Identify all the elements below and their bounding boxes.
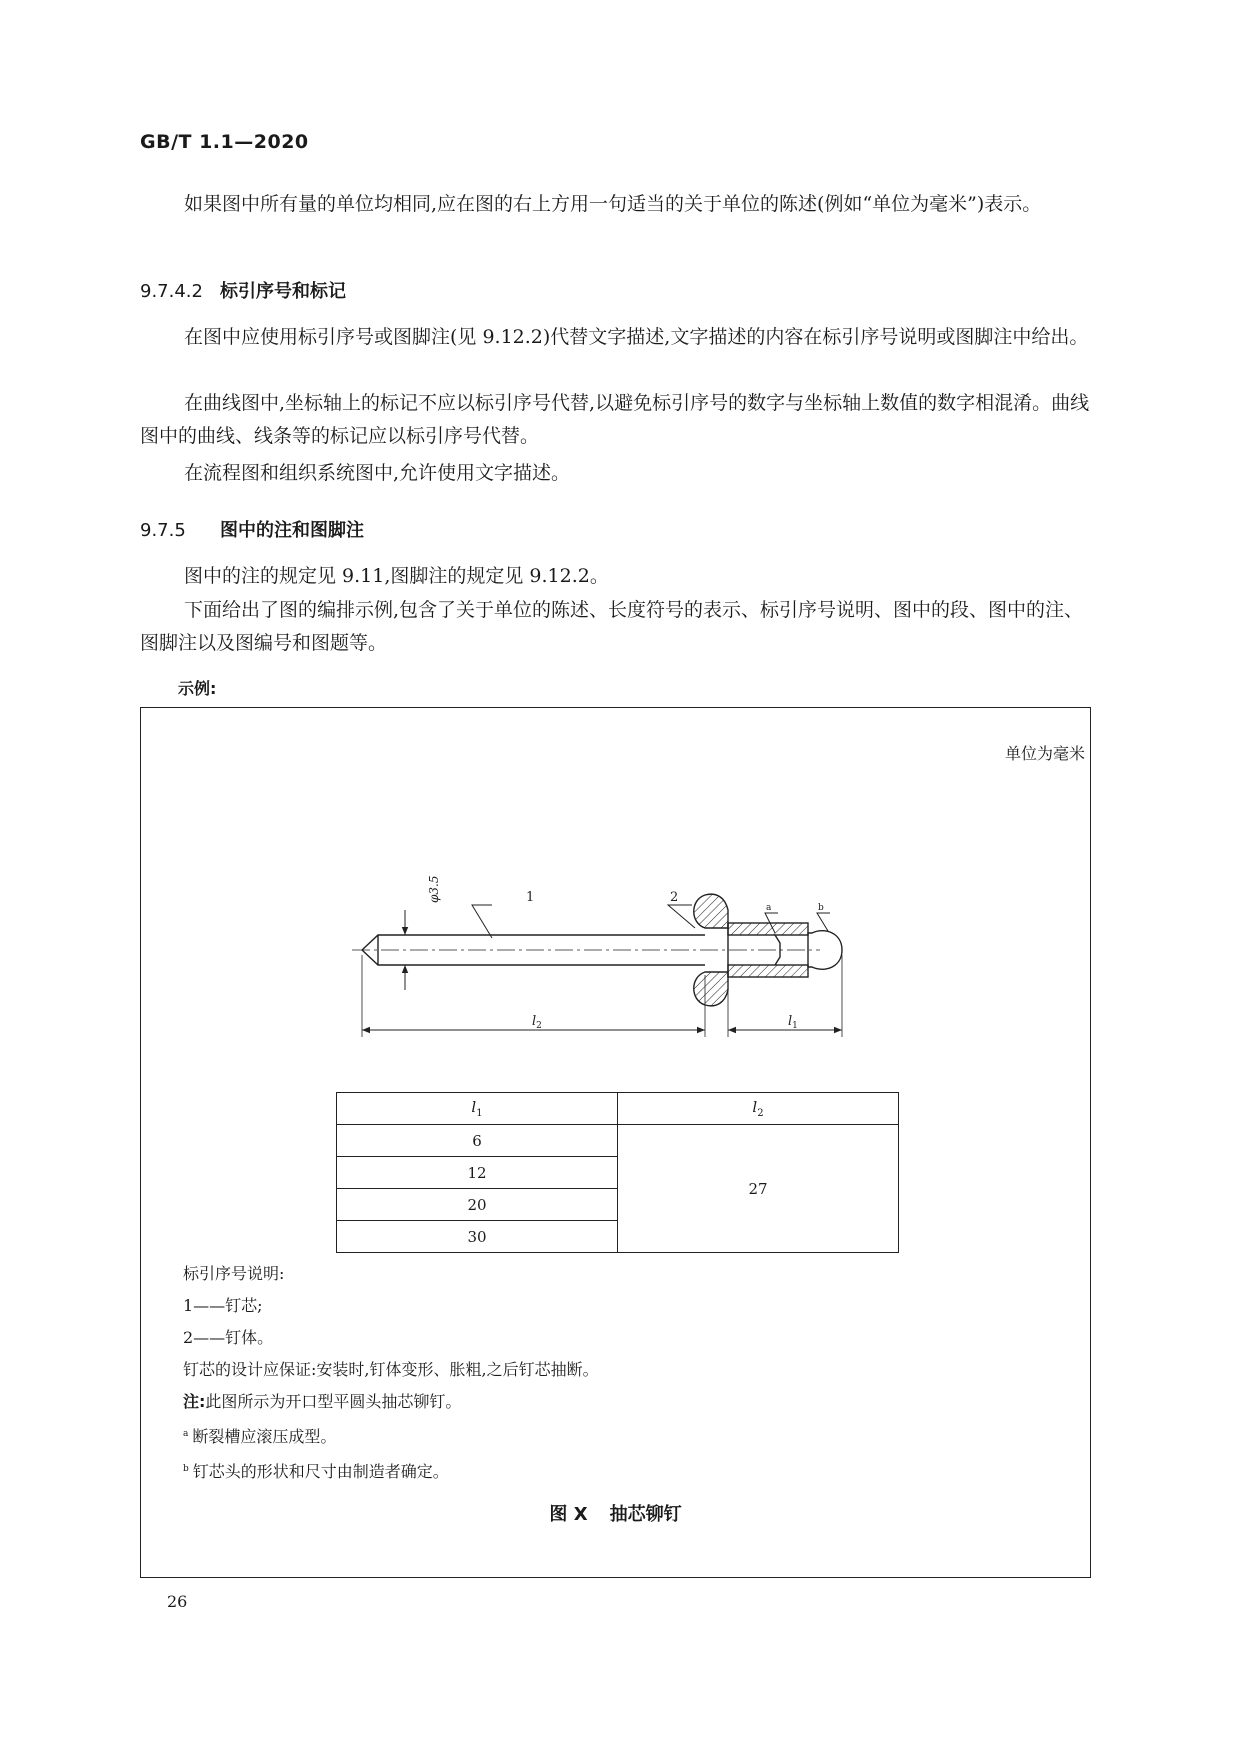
legend-item: 1——钉芯; — [183, 1296, 263, 1315]
mandrel-head — [808, 931, 842, 970]
note-label: 注: — [183, 1392, 206, 1411]
section-number: 9.7.4.2 — [140, 281, 203, 302]
body-paragraph: 下面给出了图的编排示例,包含了关于单位的陈述、长度符号的表示、标引序号说明、图中的段、图中的注、图脚注以及图编号和图题等。 — [140, 599, 1084, 654]
body-paragraph: 图中的注的规定见 9.11,图脚注的规定见 9.12.2。 — [184, 565, 609, 587]
callout-2: 2 — [670, 890, 679, 905]
table-header-l2: $l_2$ — [618, 1093, 899, 1125]
diameter-label: φ3.5 — [427, 875, 441, 903]
figure-caption — [140, 1500, 1091, 1526]
footnote-mark: b — [183, 1464, 189, 1474]
figure-footnote — [183, 1418, 599, 1453]
table-cell-l1: 30 — [337, 1221, 618, 1253]
leader-b — [817, 913, 830, 931]
caption-title: 抽芯铆钉 — [609, 1504, 682, 1525]
section-heading-9742 — [140, 277, 346, 303]
legend-title: 标引序号说明: — [183, 1264, 285, 1283]
body-paragraph: 在流程图和组织系统图中,允许使用文字描述。 — [184, 462, 571, 484]
legend-item: 2——钉体。 — [183, 1328, 274, 1347]
callout-1: 1 — [526, 890, 535, 905]
table-cell-l1: 6 — [337, 1125, 618, 1157]
table-cell-l1: 12 — [337, 1157, 618, 1189]
table-header-l1: $l_1$ — [337, 1093, 618, 1125]
rivet-drawing — [350, 815, 910, 1060]
leader-2 — [668, 905, 695, 928]
section-heading-975 — [140, 516, 364, 542]
footnote-text: 钉芯头的形状和尺寸由制造者确定。 — [192, 1462, 449, 1481]
dim-l1-label: $l_1$ — [788, 1014, 798, 1031]
dim-l2-label: $l_2$ — [532, 1014, 542, 1031]
footnote-mark: a — [183, 1429, 189, 1439]
section-number: 9.7.5 — [140, 520, 186, 541]
example-label: 示例: — [178, 679, 217, 698]
unit-statement: 单位为毫米 — [1004, 744, 1085, 763]
page-number: 26 — [167, 1592, 188, 1611]
leader-1 — [472, 905, 492, 938]
table-cell-l2: 27 — [618, 1125, 899, 1253]
caption-number: 图 X — [549, 1504, 588, 1525]
rivet-body-lower — [728, 965, 808, 977]
section-title: 标引序号和标记 — [220, 281, 346, 302]
footnote-text: 断裂槽应滚压成型。 — [192, 1427, 337, 1446]
document-code: GB/T 1.1—2020 — [140, 131, 309, 153]
figure-paragraph: 钉芯的设计应保证:安装时,钉体变形、胀粗,之后钉芯抽断。 — [183, 1360, 599, 1379]
table-cell-l1: 20 — [337, 1189, 618, 1221]
figure-legend — [183, 1258, 599, 1488]
figure-note — [183, 1386, 599, 1418]
rivet-body-upper — [728, 923, 808, 935]
body-paragraph: 在图中应使用标引序号或图脚注(见 9.12.2)代替文字描述,文字描述的内容在标引序号说明或图脚注中给出。 — [184, 326, 1089, 348]
dimensions-table — [336, 1092, 899, 1253]
section-title: 图中的注和图脚注 — [220, 520, 364, 541]
note-text: 此图所示为开口型平圆头抽芯铆钉。 — [205, 1392, 462, 1411]
figure-footnote — [183, 1453, 599, 1488]
rivet-body-flange-lower — [694, 972, 728, 1006]
footnote-mark-b: b — [818, 903, 824, 913]
footnote-mark-a: a — [766, 903, 772, 913]
rivet-body-flange — [694, 894, 728, 928]
body-paragraph: 在曲线图中,坐标轴上的标记不应以标引序号代替,以避免标引序号的数字与坐标轴上数值的数字相混淆。曲线图中的曲线、线条等的标记应以标引序号代替。 — [140, 392, 1090, 447]
intro-paragraph: 如果图中所有量的单位均相同,应在图的右上方用一句适当的关于单位的陈述(例如“单位为毫米”)表示。 — [184, 193, 1042, 215]
